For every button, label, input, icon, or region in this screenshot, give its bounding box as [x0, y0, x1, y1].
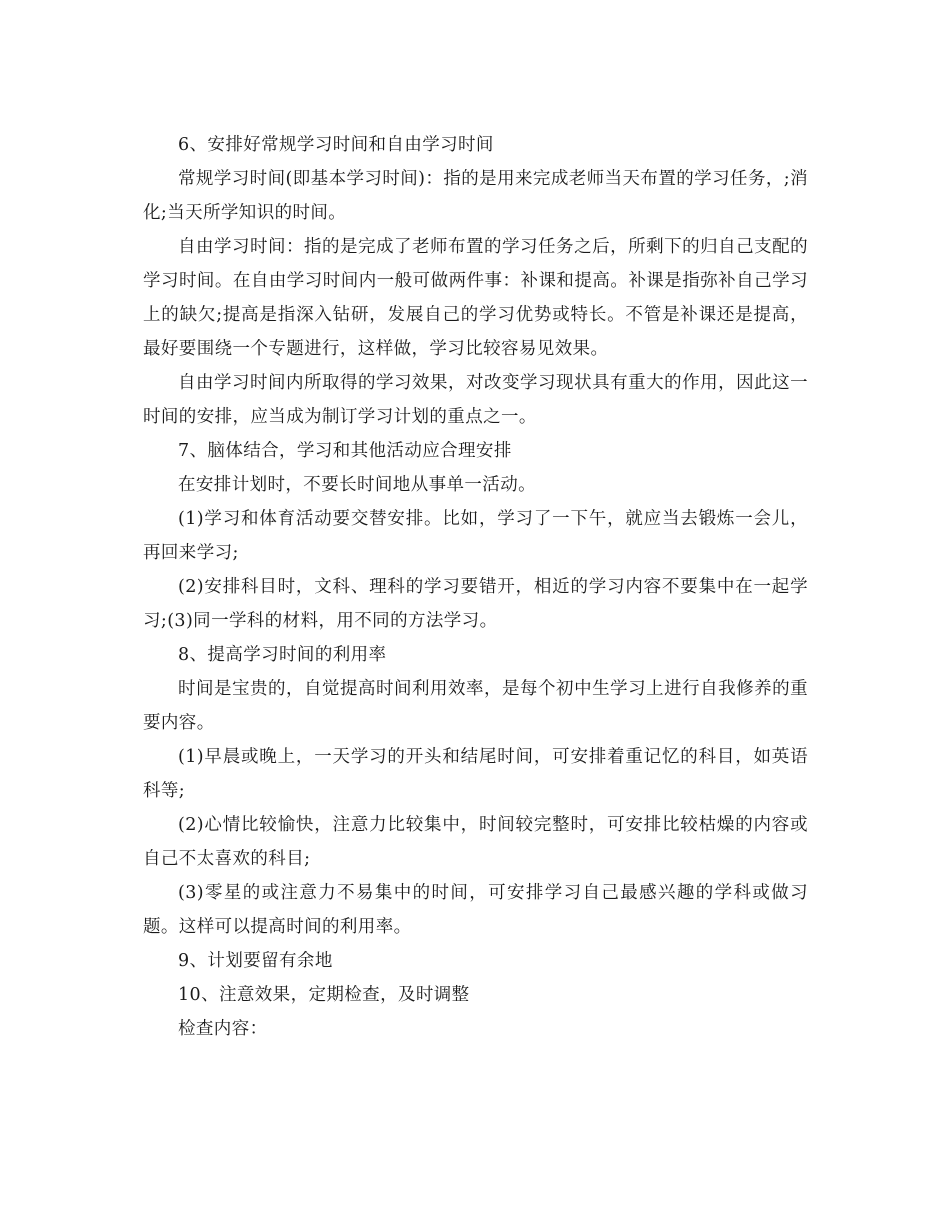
paragraph-check-content: 检查内容： [178, 1019, 268, 1039]
section-heading-10: 10、注意效果，定期检查，及时调整 [178, 985, 470, 1005]
document-body [143, 128, 808, 1046]
list-item-8-2: (2)心情比较愉快，注意力比较集中，时间较完整时，可安排比较枯燥的内容或自己不太喜欢的科目; [143, 815, 808, 869]
paragraph-free-study-effect: 自由学习时间内所取得的学习效果，对改变学习现状具有重大的作用，因此这一时间的安排，应当成为制订学习计划的重点之一。 [143, 373, 808, 427]
list-item-7-2: (2)安排科目时，文科、理科的学习要错开，相近的学习内容不要集中在一起学习;(3)同一学科的材料，用不同的方法学习。 [143, 577, 808, 631]
section-heading-7: 7、脑体结合，学习和其他活动应合理安排 [178, 441, 512, 461]
paragraph-plan-activity: 在安排计划时，不要长时间地从事单一活动。 [178, 475, 536, 495]
list-item-7-1: (1)学习和体育活动要交替安排。比如，学习了一下午，就应当去锻炼一会儿，再回来学习; [143, 509, 808, 563]
section-heading-8: 8、提高学习时间的利用率 [178, 645, 387, 665]
section-heading-9: 9、计划要留有余地 [178, 951, 333, 971]
paragraph-time-precious: 时间是宝贵的，自觉提高时间利用效率，是每个初中生学习上进行自我修养的重要内容。 [143, 679, 808, 733]
paragraph-free-study-time: 自由学习时间：指的是完成了老师布置的学习任务之后，所剩下的归自己支配的学习时间。在自由学习时间内一般可做两件事：补课和提高。补课是指弥补自己学习上的缺欠;提高是指深入钻研，发展自己的学习优势或特长。不管是补课还是提高，最好要围绕一个专题进行，这样做，学习比较容易见效果。 [143, 237, 808, 359]
list-item-8-1: (1)早晨或晚上，一天学习的开头和结尾时间，可安排着重记忆的科目，如英语科等; [143, 747, 808, 801]
section-heading-6: 6、安排好常规学习时间和自由学习时间 [178, 135, 494, 155]
paragraph-regular-study-time: 常规学习时间(即基本学习时间)：指的是用来完成老师当天布置的学习任务，;消化;当天所学知识的时间。 [143, 169, 808, 223]
list-item-8-3: (3)零星的或注意力不易集中的时间，可安排学习自己最感兴趣的学科或做习题。这样可以提高时间的利用率。 [143, 883, 808, 937]
